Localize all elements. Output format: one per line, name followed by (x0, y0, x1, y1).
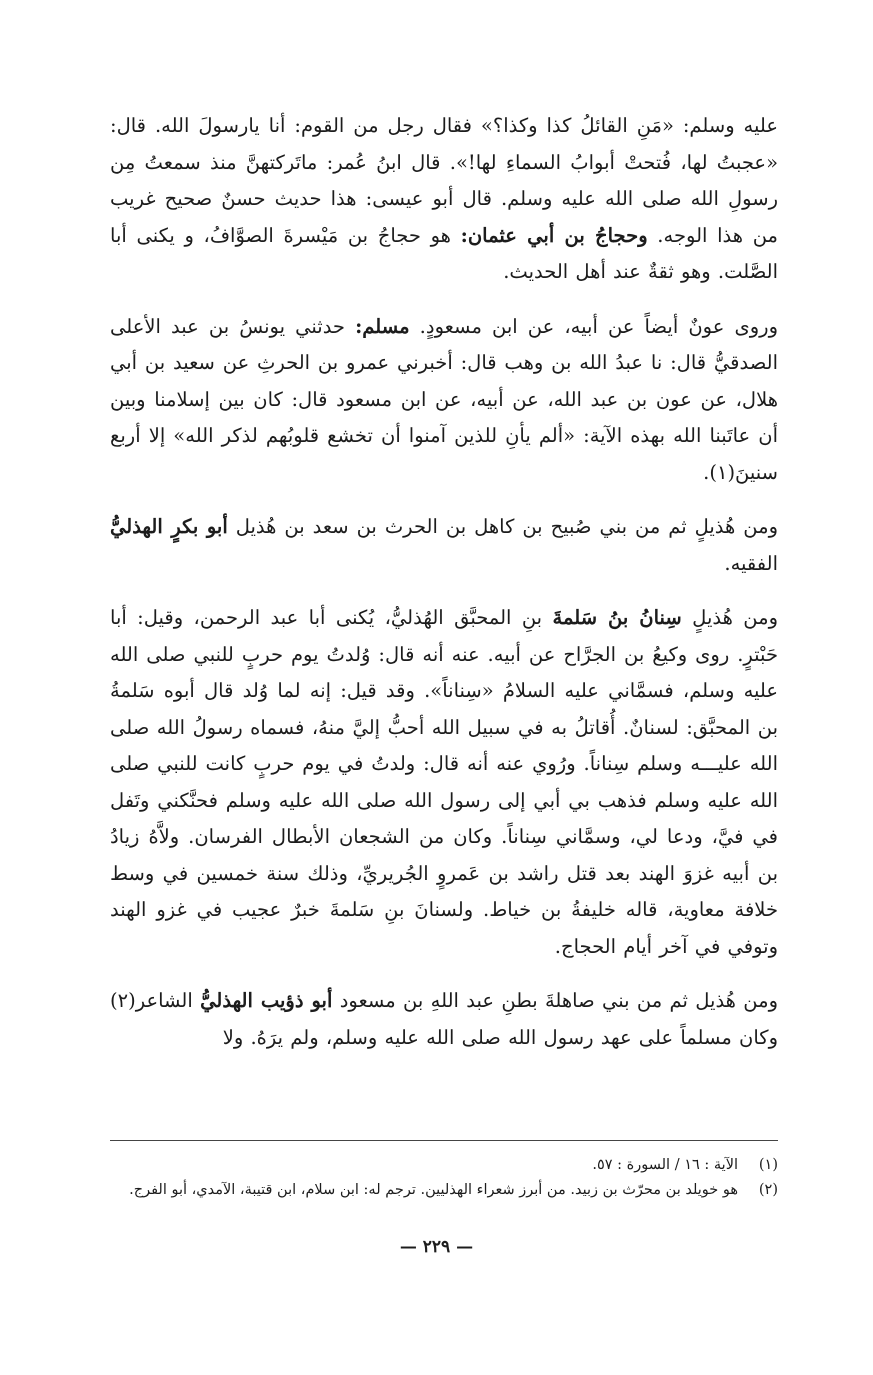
footnote-number: (١) (758, 1157, 778, 1173)
text-segment: حدثني يونسُ بن عبد الأعلى الصدقيُّ قال: نا عبدُ الله بن وهب قال: أخبرني عمرو بن الحرثِ عن سعيد بن أبي هلال، عن عون بن عبد الله، عن أبيه، عن ابن مسعود قال: كان بين إسلامنا وبين أن عاتَبنا الله بهذه الآية: «ألم يأنِ للذين آمنوا أن تخشع قلوبُهم لذكر الله» إلا أربع سنينَ(١). (110, 314, 778, 484)
page-body (110, 108, 778, 1056)
highlighted-name: سِنانُ بنُ سَلمةَ (552, 606, 682, 629)
footnotes (110, 1140, 778, 1203)
paragraph-hajjaj (110, 108, 778, 291)
paragraph-sinan (110, 600, 778, 965)
text-segment: الفقيه. (724, 551, 778, 575)
text-segment: وروى عونٌ أيضاً عن أبيه، عن ابن مسعودٍ. (409, 314, 779, 338)
highlighted-name: وحجاجُ بن أبي عثمان: (460, 223, 648, 247)
paragraph-abu-bakr (110, 509, 778, 582)
text-segment: الشاعر(٢) وكان مسلماً على عهد رسول الله صلى الله عليه وسلم، ولم يرَهُ. ولا (110, 989, 778, 1049)
text-segment: ومن هُذيلٍ ثم من بني صُبيح بن كاهل بن الحرث بن سعد بن هُذيل (227, 515, 778, 538)
text-segment: ومن هُذيل ثم من بني صاهلةَ بطنِ عبد اللهِ بن مسعود (332, 989, 779, 1012)
text-segment: هو حجاجُ بن مَيْسرةَ الصوَّافُ، و يكنى أبا الصَّلت. وهو ثقةٌ عند أهل الحديث. (110, 223, 778, 283)
footnote-number: (٢) (758, 1182, 778, 1198)
text-segment: بنِ المحبَّق الهُذليُّ، يُكنى أبا عبد الرحمن، وقيل: أبا حَبْترٍ. روى وكيعُ بن الجرَّاح عن أبيه. عنه أنه قال: وُلدتُ يوم حربٍ للنبي صلى الله عليه وسلم، فسمَّاني عليه السلامُ «سِناناً». وقد قيل: إنه لما وُلد قال أبوه سَلمةُ بن المحبَّق: لسنانٌ. أُقاتلُ به في سبيل الله أحبُّ إليَّ منهُ، فسماه رسولُ الله صلى الله عليـــه وسلم سِناناً. ورُوي عنه أنه قال: ولدتُ في يوم حربٍ كانت للنبي صلى الله عليه وسلم فذهب بي أبي إلى رسول الله صلى الله عليه وسلم فحنَّكني وتَفل في فيَّ، ودعا لي، وسمَّاني سِناناً. وكان من الشجعان الأبطال الفرسان. ولاَّهُ زيادُ بن أبيه غزوَ الهند بعد قتل راشد بن عَمروٍ الجُريريِّ، وذلك سنة خمسين في وسط خلافة معاوية، قاله خليفةُ بن خياط. ولسنانَ بنِ سَلمةَ خبرٌ عجيب في غزو الهند وتوفي في آخر أيام الحجاج. (110, 606, 778, 958)
highlighted-name: أبو بكرٍ الهذليُّ (110, 515, 228, 538)
highlighted-name: أبو ذؤيب الهذليُّ (200, 989, 333, 1012)
footnote (110, 1153, 778, 1178)
footnote (110, 1178, 778, 1203)
paragraph-awn (110, 309, 778, 492)
paragraph-abu-dhuayb (110, 983, 778, 1056)
footnote-text: الآية : ١٦ / السورة : ٥٧. (592, 1157, 738, 1173)
text-segment: عليه وسلم: «مَنِ القائلُ كذا وكذا؟» فقال رجل من القوم: أنا يارسولَ الله. قال: «عجبتُ لها، فُتحتْ أبوابُ السماءِ لها!». قال ابنُ عُمر: ماتَركتهنَّ منذ سمعتُ مِن رسولِ الله صلى الله عليه وسلم. قال أبو عيسى: هذا حديث حسنٌ صحيح غريب من هذا الوجه. (110, 114, 778, 247)
highlighted-name: مسلم: (355, 314, 410, 338)
footnote-text: هو خويلد بن محرّث بن زبيد. من أبرز شعراء الهذليين. ترجم له: ابن سلام، ابن قتيبة، الآمدي، أبو الفرج. (129, 1182, 738, 1198)
text-segment: ومن هُذيلٍ (681, 606, 778, 629)
page-number: — ٢٢٩ — (399, 1237, 474, 1257)
